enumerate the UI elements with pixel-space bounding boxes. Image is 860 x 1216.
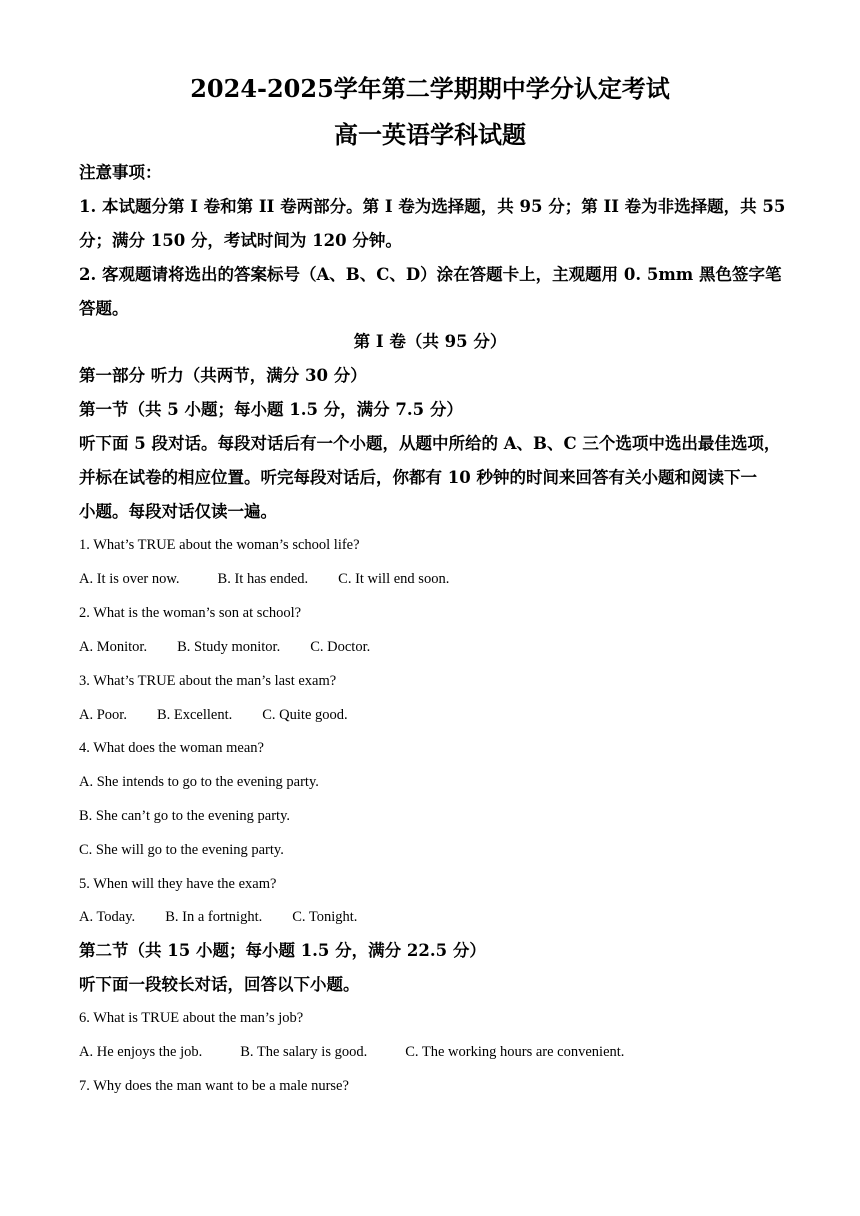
- option-b: B. Excellent.: [156, 707, 233, 723]
- option-a: A. He enjoys the job.: [79, 1044, 203, 1060]
- question-4-option-a: A. She intends to go to the evening party.: [79, 774, 319, 790]
- exam-title: 2024-2025学年第二学期期中学分认定考试: [190, 74, 670, 103]
- question-3-options: [79, 705, 789, 725]
- option-c: C. Tonight.: [292, 909, 358, 925]
- section-1-instructions-2: 并标在试卷的相应位置。听完每段对话后，你都有 10 秒钟的时间来回答有关小题和阅读下一: [79, 468, 757, 487]
- note-1-line-2: 分；满分 150 分，考试时间为 120 分钟。: [79, 231, 402, 250]
- question-6-options: [79, 1042, 789, 1062]
- question-4-option-c: C. She will go to the evening party.: [79, 842, 284, 858]
- option-b: B. The salary is good.: [240, 1044, 368, 1060]
- question-2: 2. What is the woman’s son at school?: [79, 605, 302, 621]
- question-5: 5. When will they have the exam?: [79, 876, 277, 892]
- note-2-line-1: 2. 客观题请将选出的答案标号（A、B、C、D）涂在答题卡上，主观题用 0. 5mm 黑色签字笔: [79, 265, 782, 284]
- notes-heading: 注意事项：: [79, 163, 162, 182]
- section-2-instructions: 听下面一段较长对话，回答以下小题。: [79, 975, 360, 994]
- question-5-options: [79, 907, 789, 927]
- section-1-heading: 第一节（共 5 小题；每小题 1.5 分，满分 7.5 分）: [79, 400, 463, 419]
- question-3: 3. What’s TRUE about the man’s last exam?: [79, 673, 337, 689]
- option-b: B. It has ended.: [217, 571, 309, 587]
- exam-subtitle: 高一英语学科试题: [334, 120, 526, 149]
- question-1-options: [79, 569, 789, 589]
- section-1-instructions-3: 小题。每段对话仅读一遍。: [79, 502, 277, 521]
- question-4: 4. What does the woman mean?: [79, 740, 264, 756]
- section-1-instructions-1: 听下面 5 段对话。每段对话后有一个小题，从题中所给的 A、B、C 三个选项中选出最佳选项，: [79, 434, 781, 453]
- question-4-option-b: B. She can’t go to the evening party.: [79, 808, 291, 824]
- option-a: A. Monitor.: [79, 639, 148, 655]
- option-a: A. Today.: [79, 909, 136, 925]
- section-2-heading: 第二节（共 15 小题；每小题 1.5 分，满分 22.5 分）: [79, 941, 486, 960]
- option-c: C. Quite good.: [262, 707, 348, 723]
- note-1-line-1: 1. 本试题分第 I 卷和第 II 卷两部分。第 I 卷为选择题，共 95 分；第 II 卷为非选择题，共 55: [79, 197, 786, 216]
- option-b: B. In a fortnight.: [165, 909, 263, 925]
- option-c: C. It will end soon.: [338, 571, 450, 587]
- volume-1-heading: 第 I 卷（共 95 分）: [353, 332, 507, 351]
- part-1-heading: 第一部分 听力（共两节，满分 30 分）: [79, 366, 367, 385]
- option-a: A. Poor.: [79, 707, 127, 723]
- option-c: C. The working hours are convenient.: [405, 1044, 625, 1060]
- question-2-options: [79, 637, 789, 657]
- question-7: 7. Why does the man want to be a male nurse?: [79, 1078, 349, 1094]
- question-6: 6. What is TRUE about the man’s job?: [79, 1010, 304, 1026]
- note-2-line-2: 答题。: [79, 299, 129, 318]
- option-a: A. It is over now.: [79, 571, 180, 587]
- option-c: C. Doctor.: [310, 639, 371, 655]
- question-1: 1. What’s TRUE about the woman’s school life?: [79, 537, 360, 553]
- option-b: B. Study monitor.: [177, 639, 281, 655]
